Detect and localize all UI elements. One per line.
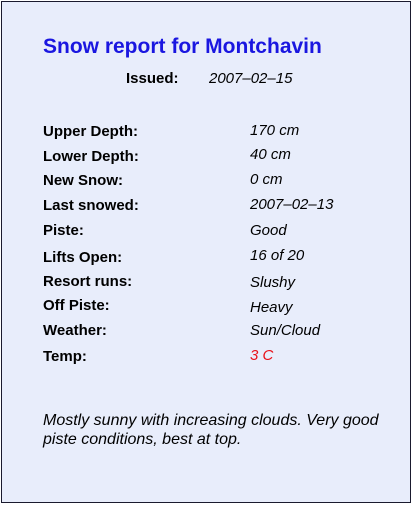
issued-date: 2007–02–15 [209,70,293,87]
temp-label: Temp: [43,348,87,365]
last-snowed-value: 2007–02–13 [250,196,334,213]
lifts-open-label: Lifts Open: [43,249,123,266]
new-snow-label: New Snow: [43,172,124,189]
upper-depth-label: Upper Depth: [43,123,138,140]
piste-label: Piste: [43,222,84,239]
weather-label: Weather: [43,322,107,339]
snow-report-card [1,1,411,503]
off-piste-label: Off Piste: [43,297,110,314]
resort-runs-label: Resort runs: [43,273,133,290]
lower-depth-value: 40 cm [250,146,291,163]
issued-label: Issued: [126,70,179,87]
off-piste-value: Heavy [250,299,293,316]
resort-runs-value: Slushy [250,274,296,291]
new-snow-value: 0 cm [250,171,283,188]
weather-value: Sun/Cloud [250,322,321,339]
piste-value: Good [250,222,287,239]
lifts-open-value: 16 of 20 [250,247,305,264]
upper-depth-value: 170 cm [250,122,300,139]
lower-depth-label: Lower Depth: [43,148,139,165]
conditions-summary: Mostly sunny with increasing clouds. Very good piste conditions, best at top. [43,412,379,448]
last-snowed-label: Last snowed: [43,197,139,214]
report-title: Snow report for Montchavin [43,35,322,58]
temp-value: 3 C [250,347,274,364]
